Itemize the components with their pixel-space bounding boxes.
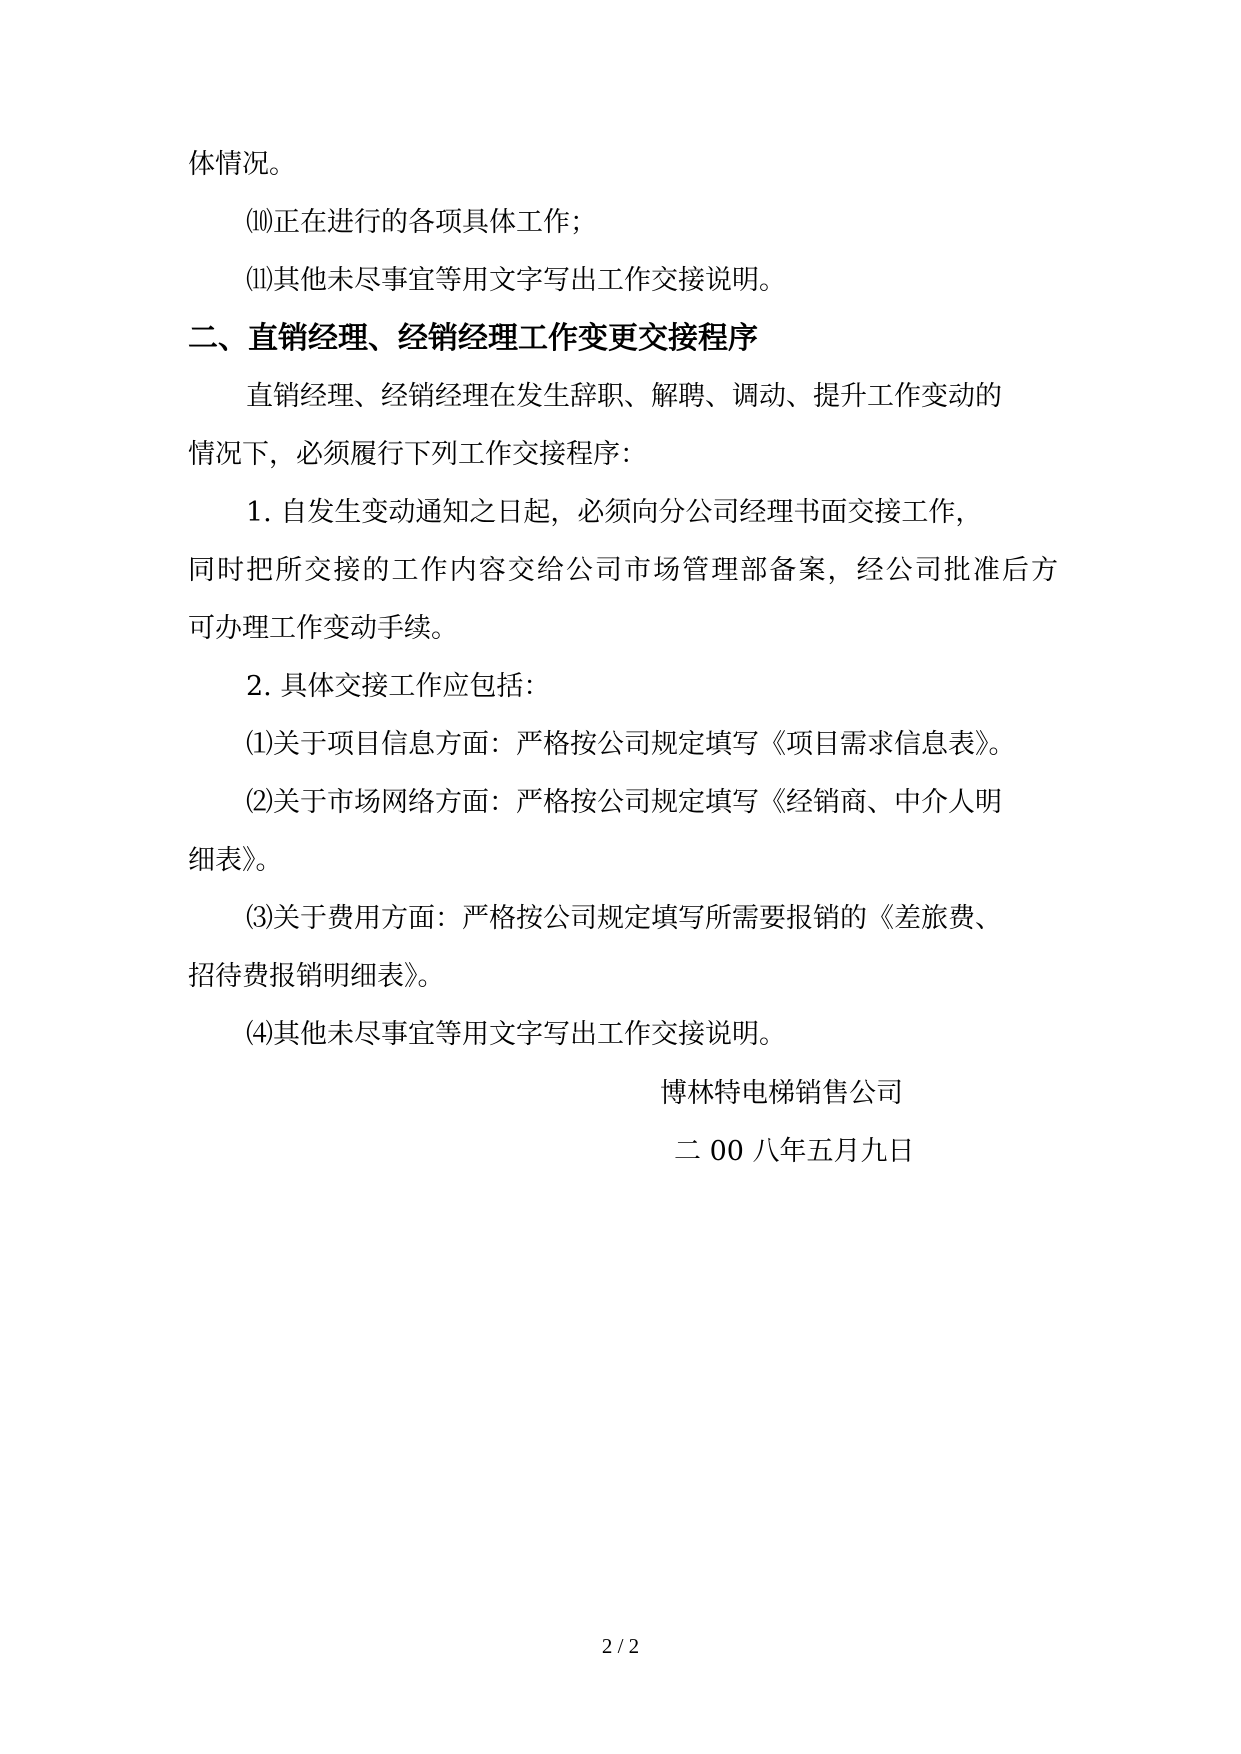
sub-item-3-line: 招待费报销明细表》。 — [188, 961, 445, 992]
item-2-title: 2. 具体交接工作应包括： — [246, 671, 551, 702]
section-heading: 二、直销经理、经销经理工作变更交接程序 — [188, 321, 758, 356]
paragraph-line: 体情况。 — [188, 149, 296, 180]
page-number: 2 / 2 — [601, 1634, 640, 1658]
signature-company: 博林特电梯销售公司 — [660, 1078, 903, 1109]
sub-item-3-line: ⑶关于费用方面：严格按公司规定填写所需要报销的《差旅费、 — [246, 903, 1002, 934]
list-item-10: ⑽正在进行的各项具体工作； — [246, 207, 597, 238]
intro-line: 直销经理、经销经理在发生辞职、解聘、调动、提升工作变动的 — [246, 381, 1002, 412]
item-1-line: 可办理工作变动手续。 — [188, 613, 458, 644]
sub-item-1: ⑴关于项目信息方面：严格按公司规定填写《项目需求信息表》。 — [246, 729, 1016, 760]
item-1-line: 同时把所交接的工作内容交给公司市场管理部备案，经公司批准后方 — [188, 555, 1058, 586]
item-1-line: 1. 自发生变动通知之日起，必须向分公司经理书面交接工作， — [246, 497, 983, 528]
signature-date: 二 00 八年五月九日 — [674, 1136, 915, 1167]
intro-line: 情况下，必须履行下列工作交接程序： — [188, 439, 647, 470]
list-item-11: ⑾其他未尽事宜等用文字写出工作交接说明。 — [246, 265, 786, 296]
sub-item-2-line: 细表》。 — [188, 845, 283, 876]
sub-item-2-line: ⑵关于市场网络方面：严格按公司规定填写《经销商、中介人明 — [246, 787, 1002, 818]
sub-item-4: ⑷其他未尽事宜等用文字写出工作交接说明。 — [246, 1019, 786, 1050]
